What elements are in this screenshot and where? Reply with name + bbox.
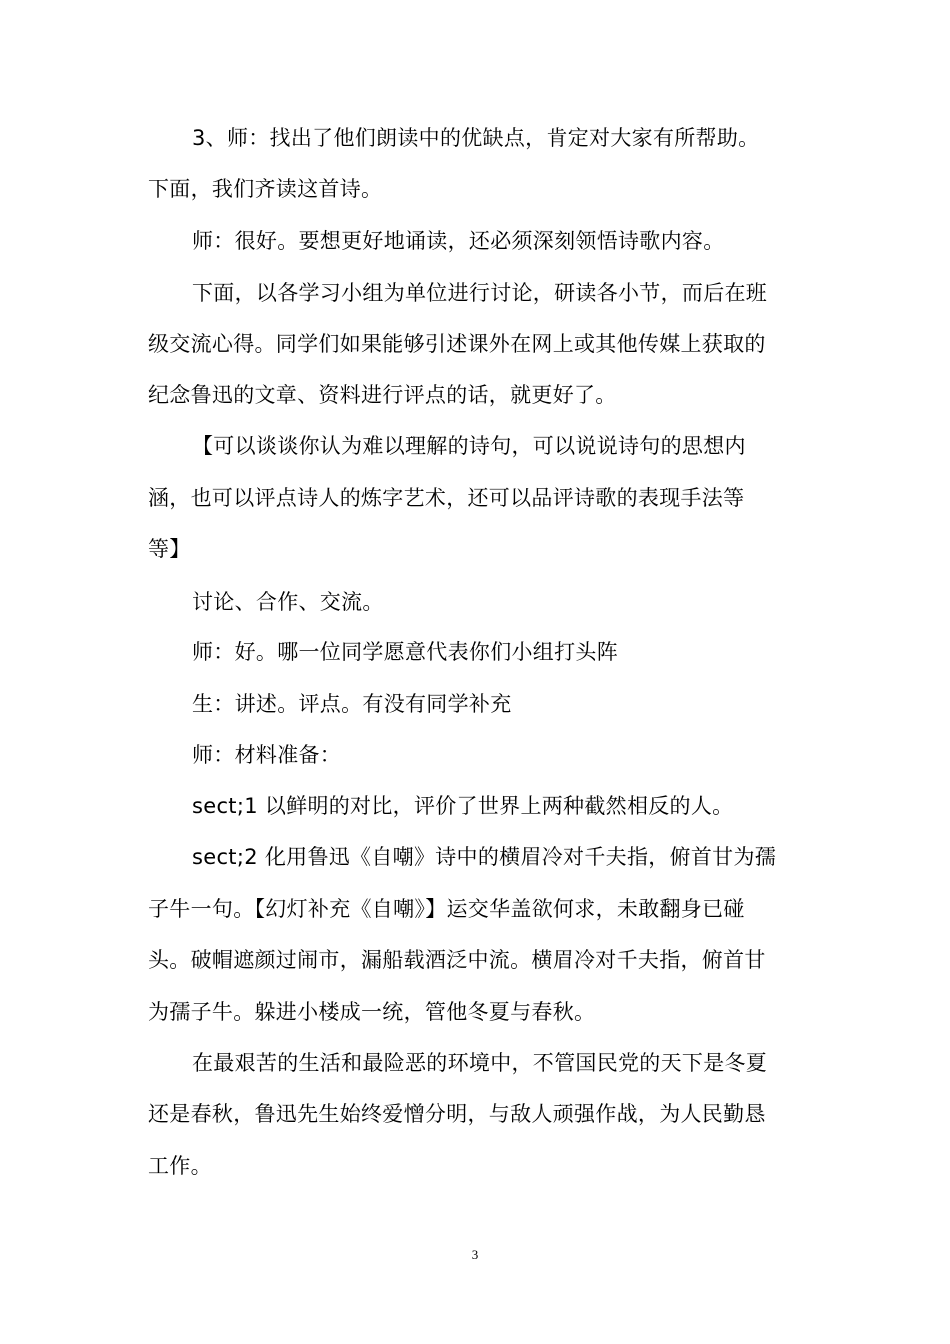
text-line: 还是春秋，鲁迅先生始终爱憎分明，与敌人顽强作战，为人民勤恳 — [148, 1102, 766, 1126]
text-line: 为孺子牛。躲进小楼成一统，管他冬夏与春秋。 — [148, 1000, 596, 1024]
text-line: 讨论、合作、交流。 — [192, 590, 384, 614]
text-line: 3、师：找出了他们朗读中的优缺点，肯定对大家有所帮助。 — [192, 126, 760, 150]
text-line: 下面，以各学习小组为单位进行讨论，研读各小节，而后在班 — [192, 281, 768, 305]
text-line: 涵，也可以评点诗人的炼字艺术，还可以品评诗歌的表现手法等 — [148, 486, 745, 510]
text-line: 头。破帽遮颜过闹市，漏船载酒泛中流。横眉冷对千夫指，俯首甘 — [148, 948, 766, 972]
text-line: 师：材料准备： — [192, 743, 342, 767]
text-line: 子牛一句。【幻灯补充《自嘲》】运交华盖欲何求，未敢翻身已碰 — [148, 897, 745, 921]
text-line: 工作。 — [148, 1154, 212, 1178]
text-line: 师：很好。要想更好地诵读，还必须深刻领悟诗歌内容。 — [192, 229, 725, 253]
text-line: 在最艰苦的生活和最险恶的环境中，不管国民党的天下是冬夏 — [192, 1051, 768, 1075]
page-number: 3 — [471, 1247, 479, 1262]
text-line: 生：讲述。评点。有没有同学补充 — [192, 692, 512, 716]
text-line: 师：好。哪一位同学愿意代表你们小组打头阵 — [192, 640, 618, 664]
text-line: 纪念鲁迅的文章、资料进行评点的话，就更好了。 — [148, 383, 617, 407]
text-line: 【可以谈谈你认为难以理解的诗句，可以说说诗句的思想内 — [192, 434, 746, 458]
text-line: 下面，我们齐读这首诗。 — [148, 177, 383, 201]
text-line: 等】 — [148, 537, 191, 561]
text-line: 级交流心得。同学们如果能够引述课外在网上或其他传媒上获取的 — [148, 332, 766, 356]
text-line: sect;1 以鲜明的对比，评价了世界上两种截然相反的人。 — [192, 794, 734, 818]
text-line: sect;2 化用鲁迅《自嘲》诗中的横眉冷对千夫指，俯首甘为孺 — [192, 845, 777, 869]
